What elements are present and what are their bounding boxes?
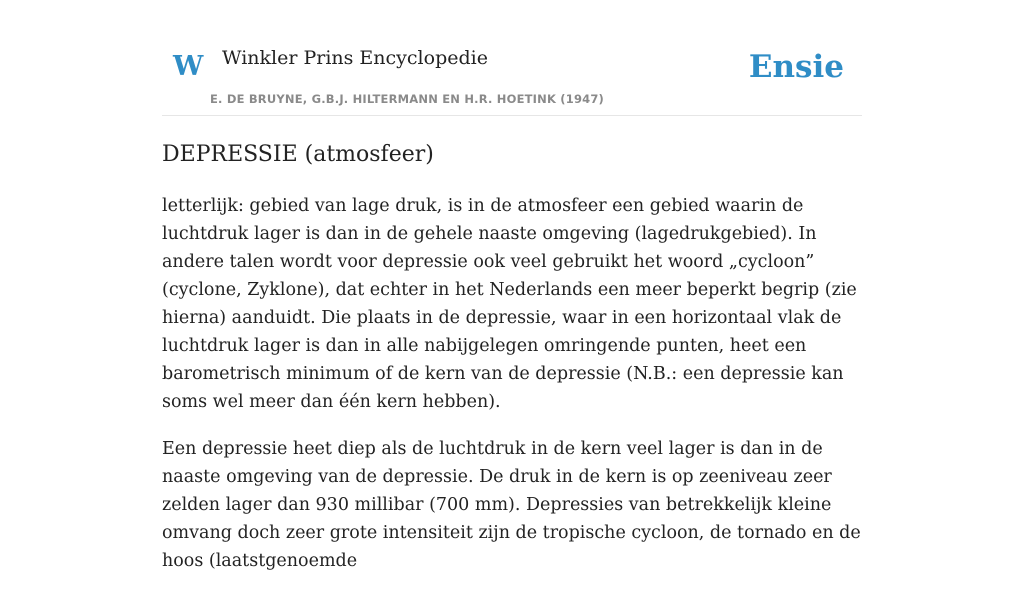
article-body bbox=[162, 192, 862, 575]
article-paragraph: Een depressie heet diep als de luchtdruk in de kern veel lager is dan in de naaste omgeving van de depressie. De druk in de kern is op zeeniveau zeer zelden lager dan 930 millibar (700 mm). Depressies van betrekkelijk kleine omvang doch zeer grote intensiteit zijn de tropische cycloon, de tornado en de hoos (laatstgenoemde bbox=[162, 439, 861, 571]
site-logo[interactable]: W bbox=[173, 51, 204, 82]
site-title[interactable]: Winkler Prins Encyclopedie bbox=[222, 47, 488, 69]
brand-logo[interactable]: Ensie bbox=[748, 49, 844, 85]
article-paragraph: letterlijk: gebied van lage druk, is in de atmosfeer een gebied waarin de luchtdruk lager is dan in de gehele naaste omgeving (lagedrukgebied). In andere talen wordt voor depressie ook veel gebruikt het woord „cycloon” (cyclone, Zyklone), dat echter in het Nederlands een meer beperkt begrip (zie hierna) aanduidt. Die plaats in de depressie, waar in een horizontaal vlak de luchtdruk lager is dan in alle nabijgelegen omringende punten, heet een barometrisch minimum of de kern van de depressie (N.B.: een depressie kan soms wel meer dan één kern hebben). bbox=[162, 196, 857, 412]
site-header bbox=[162, 36, 862, 116]
site-authors: E. DE BRUYNE, G.B.J. HILTERMANN EN H.R. HOETINK (1947) bbox=[210, 92, 605, 106]
article-title: DEPRESSIE (atmosfeer) bbox=[162, 142, 434, 167]
article bbox=[162, 140, 862, 594]
